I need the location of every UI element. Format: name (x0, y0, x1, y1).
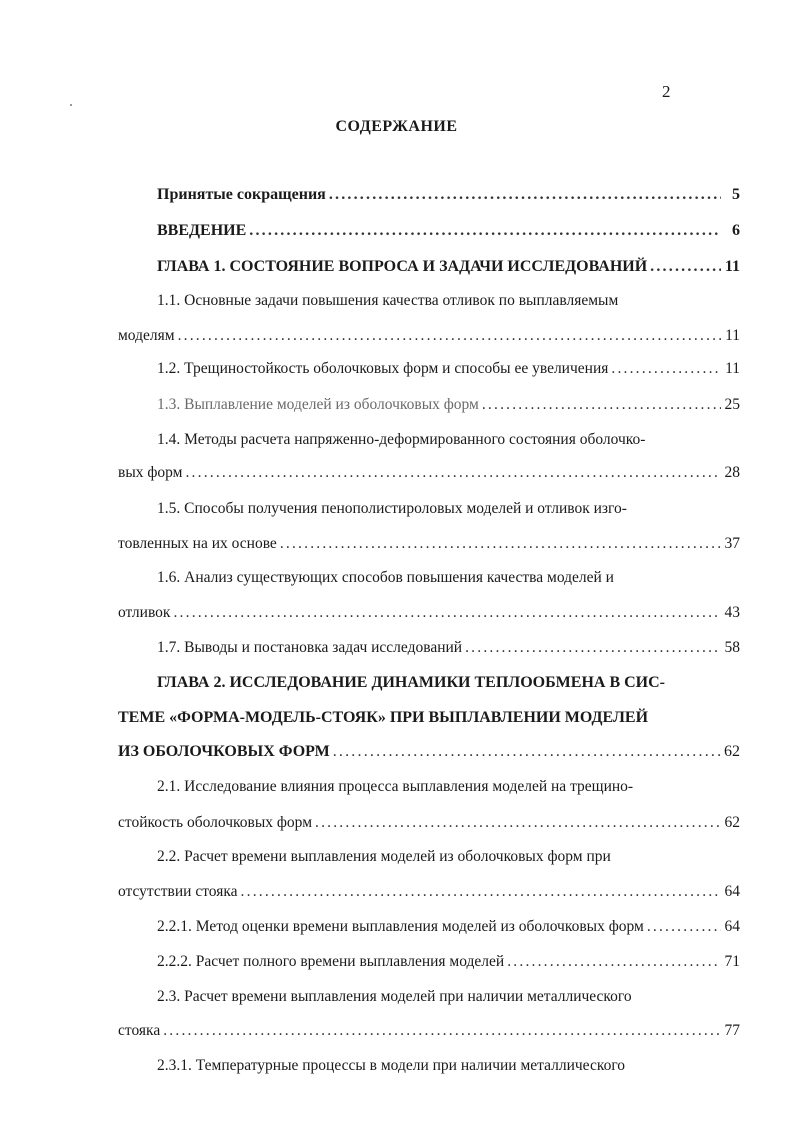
toc-entry-text: моделям (118, 327, 175, 344)
toc-entry-line (157, 1055, 740, 1077)
dot-leader (280, 533, 721, 555)
toc-entry-page: 64 (724, 883, 740, 900)
dot-leader (315, 812, 721, 834)
toc-entry-text: ГЛАВА 1. СОСТОЯНИЕ ВОПРОСА И ЗАДАЧИ ИССЛЕДОВАНИЙ (157, 258, 648, 275)
toc-entry-text: 1.7. Выводы и постановка задач исследований (157, 639, 463, 656)
dot-leader (465, 637, 721, 659)
toc-entry-text: 2.2. Расчет времени выплавления моделей из оболочковых форм при (157, 848, 611, 865)
toc-entry-page: 43 (724, 604, 740, 621)
toc-entry-line (157, 567, 740, 589)
toc-entry-page: 11 (724, 258, 740, 275)
toc-entry (118, 602, 740, 624)
toc-entry-text: 1.4. Методы расчета напряженно-деформированного состояния оболочко- (157, 431, 646, 448)
dot-leader (611, 358, 721, 380)
toc-entry (157, 184, 740, 206)
toc-entry-text: 2.3. Расчет времени выплавления моделей при наличии металлического (157, 988, 632, 1005)
dot-leader (329, 184, 721, 206)
toc-entry-page: 62 (724, 743, 740, 760)
dot-leader (185, 462, 721, 484)
toc-entry (118, 741, 740, 763)
toc-entry-page: 62 (724, 814, 740, 831)
toc-entry-page: 25 (724, 396, 740, 413)
toc-entry-line (157, 846, 740, 868)
toc-entry-text: 1.5. Способы получения пенополистироловых моделей и отливок изго- (157, 500, 627, 517)
toc-entry-page: 58 (724, 639, 740, 656)
toc-entry (157, 394, 740, 416)
toc-entry-text: отливок (118, 604, 171, 621)
dot-leader (482, 394, 721, 416)
toc-entry (118, 533, 740, 555)
toc-entry-page: 6 (732, 222, 740, 239)
toc-entry-text: 1.6. Анализ существующих способов повышения качества моделей и (157, 569, 614, 586)
toc-entry-text: 2.3.1. Температурные процессы в модели при наличии металлического (157, 1057, 626, 1074)
toc-entry-text: стояка (118, 1022, 161, 1039)
toc-entry-text: 1.3. Выплавление моделей из оболочковых форм (157, 396, 479, 413)
toc-entry (118, 325, 740, 347)
toc-entry-line (157, 672, 740, 694)
toc-entry-text: ТЕМЕ «ФОРМА-МОДЕЛЬ-СТОЯК» ПРИ ВЫПЛАВЛЕНИИ МОДЕЛЕЙ (118, 709, 649, 726)
toc-entry-text: отсутствии стояка (118, 883, 238, 900)
toc-entry (118, 812, 740, 834)
toc-entry (118, 881, 740, 903)
page-title: СОДЕРЖАНИЕ (335, 118, 458, 135)
scan-speck (70, 104, 72, 106)
toc-entry (157, 220, 740, 242)
toc-entry (157, 951, 740, 973)
toc-entry-text: ВВЕДЕНИЕ (157, 222, 247, 239)
toc-entry-line (157, 290, 740, 312)
toc-entry-page: 71 (724, 953, 740, 970)
toc-entry (157, 637, 740, 659)
toc-entry-line (118, 707, 740, 729)
toc-entry-text: 2.1. Исследование влияния процесса выплавления моделей на трещино- (157, 778, 634, 795)
toc-entry (118, 462, 740, 484)
toc-entry-text: стойкость оболочковых форм (118, 814, 312, 831)
dot-leader (650, 256, 721, 278)
toc-entry-page: 11 (725, 327, 740, 344)
toc-entry-line (157, 986, 740, 1008)
page-number: 2 (662, 82, 671, 101)
toc-entry-line (157, 498, 740, 520)
toc-entry-text: 1.1. Основные задачи повышения качества отливок по выплавляемым (157, 292, 619, 309)
toc-entry-page: 28 (724, 464, 740, 481)
dot-leader (241, 881, 721, 903)
toc-entry-page: 11 (725, 360, 740, 377)
toc-entry-text: вых форм (118, 464, 183, 481)
dot-leader (507, 951, 721, 973)
dot-leader (178, 325, 721, 347)
toc-entry-text: 2.2.1. Метод оценки времени выплавления моделей из оболочковых форм (157, 918, 644, 935)
dot-leader (173, 602, 721, 624)
toc-entry-text: ГЛАВА 2. ИССЛЕДОВАНИЕ ДИНАМИКИ ТЕПЛООБМЕНА В СИС- (157, 674, 665, 691)
toc-entry-page: 5 (732, 186, 740, 203)
toc-entry-page: 77 (724, 1022, 740, 1039)
toc-entry-text: 2.2.2. Расчет полного времени выплавления моделей (157, 953, 505, 970)
dot-leader (249, 220, 721, 242)
toc-entry (157, 256, 740, 278)
toc-entry-page: 64 (724, 918, 740, 935)
toc-entry-line (157, 429, 740, 451)
toc-entry-text: товленных на их основе (118, 535, 277, 552)
toc-entry (118, 1020, 740, 1042)
toc-entry-text: ИЗ ОБОЛОЧКОВЫХ ФОРМ (118, 743, 330, 760)
toc-entry-page: 37 (724, 535, 740, 552)
dot-leader (333, 741, 721, 763)
toc-entry (157, 358, 740, 380)
toc-entry-line (157, 776, 740, 798)
toc-entry-text: Принятые сокращения (157, 186, 326, 203)
toc-entry-text: 1.2. Трещиностойкость оболочковых форм и способы ее увеличения (157, 360, 609, 377)
dot-leader (163, 1020, 721, 1042)
dot-leader (647, 916, 721, 938)
toc-entry (157, 916, 740, 938)
